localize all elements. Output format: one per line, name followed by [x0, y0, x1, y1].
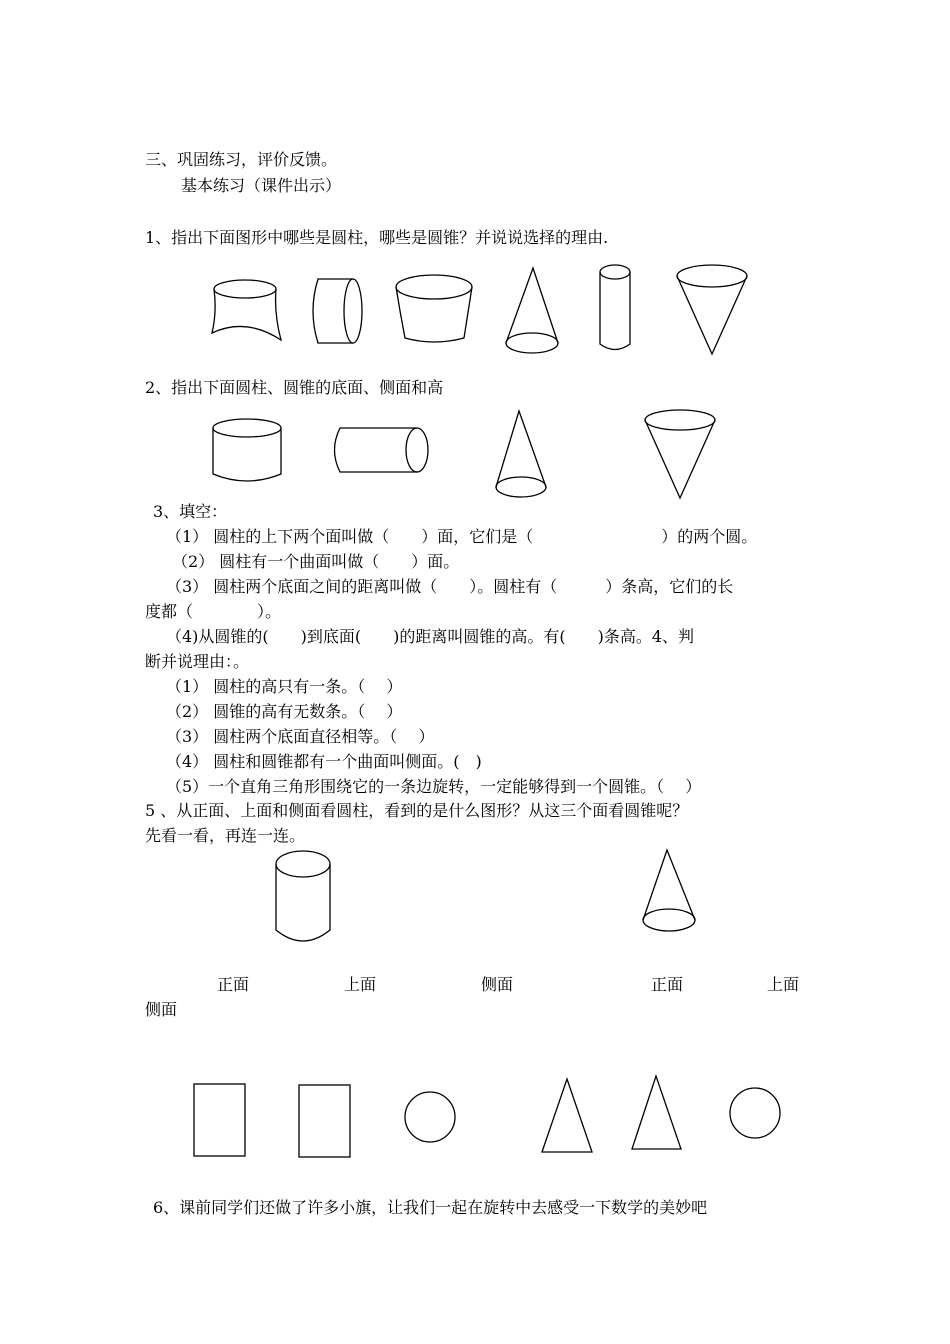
question-3-title: 3、填空： [153, 502, 228, 521]
question-4-item-1: （1） 圆柱的高只有一条。（ ） [166, 677, 403, 696]
view-label-cylinder-side: 侧面 [481, 975, 514, 994]
cylinder-horizontal-figure-2 [335, 428, 429, 472]
question-3-line-5: （4)从圆锥的( )到底面( )的距离叫圆锥的高。有( )条高。4、判 [166, 627, 695, 646]
question-4-item-3: （3） 圆柱两个底面直径相等。（ ） [166, 727, 435, 746]
question-3-line-3: （3） 圆柱两个底面之间的距离叫做（ ）。圆柱有（ ）条高，它们的长 [166, 577, 734, 596]
cone-figure-2 [496, 411, 546, 497]
question-1: 1、指出下面图形中哪些是圆柱，哪些是圆锥？并说说选择的理由. [145, 228, 609, 247]
circle-shape-1 [405, 1092, 455, 1142]
question-2: 2、指出下面圆柱、圆锥的底面、侧面和高 [145, 378, 444, 397]
cylinder-figure-2 [213, 419, 281, 481]
frustum-figure-1 [212, 280, 281, 340]
question-4-item-2: （2） 圆锥的高有无数条。（ ） [166, 702, 403, 721]
question-4-item-5: （5）一个直角三角形围绕它的一条边旋转，一定能够得到一个圆锥。（ ） [166, 777, 702, 796]
rectangle-shape-1 [194, 1084, 245, 1156]
cone-figure-1 [506, 268, 558, 353]
rectangle-shape-2 [299, 1085, 350, 1157]
cylinder-horizontal-figure-1 [313, 279, 362, 343]
triangle-shape-1 [542, 1079, 592, 1152]
question-5-line-2: 先看一看，再连一连。 [145, 826, 306, 845]
triangle-shape-2 [632, 1076, 681, 1149]
view-label-cone-top: 上面 [767, 975, 800, 994]
cone-inverted-figure-1 [677, 265, 747, 354]
cylinder-vertical-figure-1 [600, 265, 630, 350]
question-3-line-4: 度都（ ）。 [145, 602, 282, 621]
question-3-line-6: 断并说理由：。 [145, 652, 250, 671]
question-6: 6、课前同学们还做了许多小旗，让我们一起在旋转中去感受一下数学的美妙吧 [153, 1198, 708, 1217]
question-3-line-1: （1） 圆柱的上下两个面叫做（ ）面，它们是（ ）的两个圆。 [166, 527, 758, 546]
section-subheading: 基本练习（课件出示） [181, 176, 342, 195]
view-label-cylinder-front: 正面 [217, 975, 250, 994]
circle-shape-2 [730, 1088, 780, 1138]
question-5-line-1: 5 、从正面、上面和侧面看圆柱，看到的是什么图形？从这三个面看圆锥呢？ [145, 801, 689, 820]
bowl-figure [396, 275, 472, 342]
section-heading: 三、巩固练习，评价反馈。 [145, 150, 338, 169]
cone-inverted-figure-2 [645, 410, 715, 498]
view-label-cone-side: 侧面 [145, 1000, 178, 1019]
view-label-cone-front: 正面 [651, 975, 684, 994]
view-label-cylinder-top: 上面 [344, 975, 377, 994]
cone-figure-q5 [643, 850, 695, 931]
question-4-item-4: （4） 圆柱和圆锥都有一个曲面叫侧面。( ) [166, 752, 482, 771]
question-3-line-2: （2） 圆柱有一个曲面叫做（ ）面。 [172, 552, 460, 571]
cylinder-figure-q5 [276, 851, 330, 941]
